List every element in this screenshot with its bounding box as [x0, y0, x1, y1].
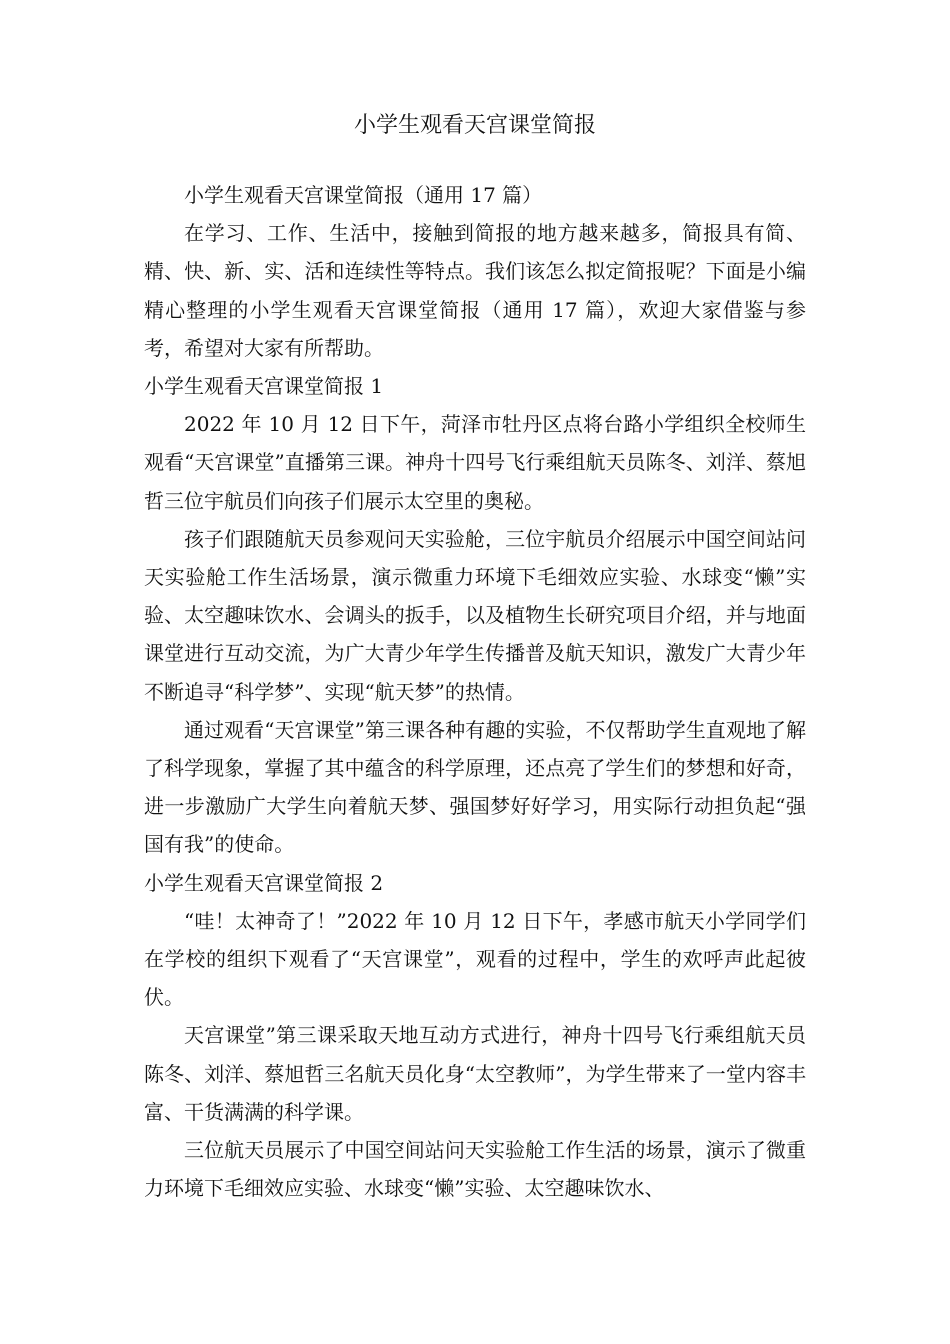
body-paragraph: 孩子们跟随航天员参观问天实验舱，三位宇航员介绍展示中国空间站问天实验舱工作生活场景，演示微重力环境下毛细效应实验、水球变“懒”实验、太空趣味饮水、会调头的扳手，以及植物生长研究项目介绍，并与地面课堂进行互动交流，为广大青少年学生传播普及航天知识，激发广大青少年不断追寻“科学梦”、实现“航天梦”的热情。 — [144, 526, 806, 704]
body-paragraph: 2022 年 10 月 12 日下午，菏泽市牡丹区点将台路小学组织全校师生观看“天宫课堂”直播第三课。神舟十四号飞行乘组航天员陈冬、刘洋、蔡旭哲三位宇航员们向孩子们展示太空里的奥秘。 — [144, 412, 806, 513]
body-paragraph: 天宫课堂”第三课采取天地互动方式进行，神舟十四号飞行乘组航天员陈冬、刘洋、蔡旭哲三名航天员化身“太空教师”，为学生带来了一堂内容丰富、干货满满的科学课。 — [144, 1023, 806, 1124]
body-paragraph: 通过观看“天宫课堂”第三课各种有趣的实验，不仅帮助学生直观地了解了科学现象，掌握了其中蕴含的科学原理，还点亮了学生们的梦想和好奇，进一步激励广大学生向着航天梦、强国梦好好学习，用实际行动担负起“强国有我”的使命。 — [144, 717, 806, 857]
body-paragraph: 在学习、工作、生活中，接触到简报的地方越来越多，简报具有简、精、快、新、实、活和连续性等特点。我们该怎么拟定简报呢？下面是小编精心整理的小学生观看天宫课堂简报（通用 17 篇），欢迎大家借鉴与参考，希望对大家有所帮助。 — [144, 221, 806, 360]
document-title: 小学生观看天宫课堂简报 — [353, 113, 596, 138]
body-paragraph: “哇！太神奇了！”2022 年 10 月 12 日下午，孝感市航天小学同学们在学校的组织下观看了“天宫课堂”，观看的过程中，学生的欢呼声此起彼伏。 — [144, 908, 806, 1010]
body-paragraph: 小学生观看天宫课堂简报（通用 17 篇） — [184, 183, 543, 207]
section-heading: 小学生观看天宫课堂简报 2 — [144, 870, 384, 895]
document-body — [144, 176, 806, 1207]
body-paragraph: 三位航天员展示了中国空间站问天实验舱工作生活的场景，演示了微重力环境下毛细效应实验、水球变“懒”实验、太空趣味饮水、 — [144, 1138, 806, 1201]
section-heading: 小学生观看天宫课堂简报 1 — [144, 374, 384, 399]
